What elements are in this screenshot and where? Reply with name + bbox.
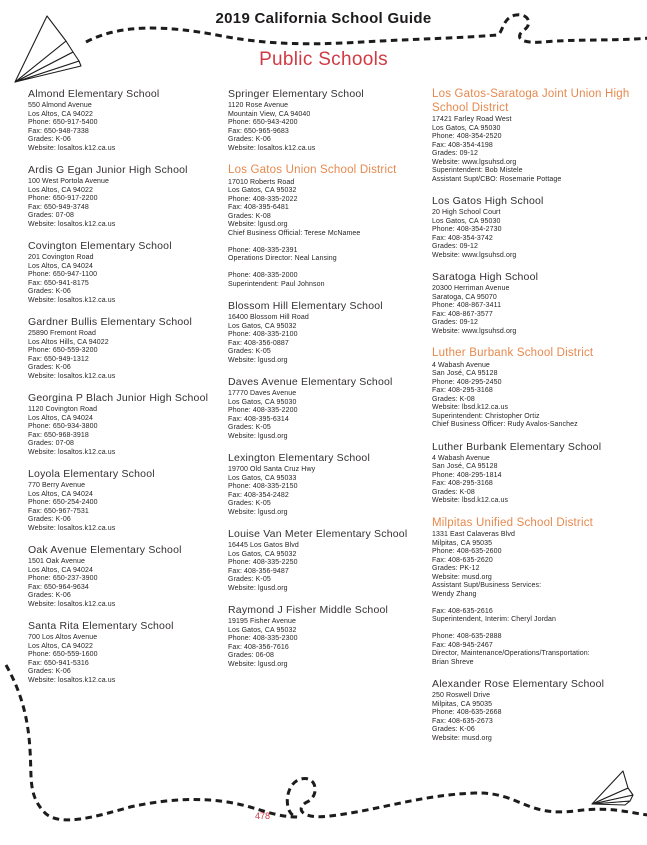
detail-line: Brian Shreve (432, 658, 474, 666)
district-entry (432, 88, 644, 184)
detail-line: Fax: 408-356-9487 (228, 567, 289, 575)
school-name: Luther Burbank Elementary School (432, 440, 602, 453)
detail-line: Los Altos Hills, CA 94022 (28, 338, 109, 346)
detail-line: Grades: K-05 (228, 576, 271, 583)
school-entry (28, 392, 216, 457)
detail-line: 1120 Covington Road (28, 406, 98, 413)
school-name: Los Gatos High School (432, 195, 544, 207)
detail-line: Grades: K-06 (28, 668, 71, 675)
detail-line: Fax: 408-395-6314 (228, 415, 289, 423)
detail-line: 1120 Rose Avenue (228, 102, 289, 109)
school-entry (432, 271, 644, 336)
school-entry (432, 678, 644, 743)
column-2 (228, 88, 424, 680)
detail-line: Phone: 408-335-2250 (228, 559, 298, 566)
detail-line: Website: www.lgsuhsd.org (432, 327, 517, 335)
detail-line: Website: losaltos.k12.ca.us (28, 220, 116, 228)
detail-line: 770 Berry Avenue (28, 482, 86, 489)
detail-line: 20300 Herriman Avenue (432, 285, 510, 292)
detail-line: Los Gatos, CA 95032 (228, 187, 297, 194)
school-name: Loyola Elementary School (28, 468, 155, 480)
detail-line: Website: losaltos.k12.ca.us (228, 144, 316, 152)
detail-line: Fax: 650-949-3748 (28, 203, 89, 211)
detail-line: Grades: 09-12 (432, 150, 479, 157)
detail-line: Website: musd.org (432, 734, 492, 742)
detail-line: Grades: K-06 (28, 516, 71, 523)
page-number: 478 (254, 811, 271, 821)
detail-line: Grades: 09-12 (432, 243, 479, 250)
detail-line: Phone: 650-254-2400 (28, 499, 98, 506)
school-entry (228, 604, 424, 669)
detail-line: Fax: 408-354-4198 (432, 141, 493, 149)
detail-line: Phone: 650-237-3900 (28, 575, 98, 582)
detail-line: Operations Director: Neal Lansing (228, 255, 337, 262)
detail-line: Los Altos, CA 94024 (28, 490, 93, 498)
detail-line: Grades: K-06 (28, 364, 71, 371)
detail-line: 20 High School Court (432, 209, 501, 216)
detail-line: Phone: 408-335-2200 (228, 407, 298, 414)
district-name: Milpitas Unified School District (432, 516, 594, 529)
school-entry (228, 300, 424, 365)
district-name: Los Gatos-Saratoga Joint Union High School District (432, 88, 630, 114)
detail-line: Grades: K-06 (28, 136, 71, 143)
detail-line: Fax: 408-395-6481 (228, 204, 289, 211)
detail-line: Fax: 650-941-8175 (28, 279, 89, 287)
detail-line: Milpitas, CA 95035 (432, 700, 493, 708)
detail-line: Phone: 650-943-4200 (228, 119, 298, 126)
detail-line: San José, CA 95128 (432, 370, 498, 377)
detail-line: Phone: 408-635-2600 (432, 548, 502, 555)
detail-line: Grades: 09-12 (432, 319, 479, 326)
detail-line: Wendy Zhang (432, 590, 477, 598)
detail-line: Phone: 408-354-2730 (432, 226, 502, 233)
detail-line: Fax: 650-967-7531 (28, 507, 89, 515)
detail-line: Superintendent: Bob Mistele (432, 167, 523, 174)
detail-line: Assistant Supt/CBO: Rosemarie Pottage (432, 175, 562, 183)
school-name: Ardis G Egan Junior High School (28, 164, 188, 176)
school-name: Georgina P Blach Junior High School (28, 392, 209, 404)
detail-line: Phone: 408-335-2150 (228, 483, 298, 490)
detail-line: Website: lgusd.org (228, 660, 288, 668)
school-name: Lexington Elementary School (228, 452, 370, 464)
school-entry (432, 195, 644, 260)
detail-line: Director, Maintenance/Operations/Transportation: (432, 650, 590, 657)
detail-line: Fax: 650-968-3918 (28, 431, 89, 439)
detail-line: Los Altos, CA 94022 (28, 186, 93, 194)
detail-line: Grades: PK-12 (432, 565, 480, 572)
detail-line: 19700 Old Santa Cruz Hwy (228, 466, 316, 473)
detail-line: Fax: 408-356-0887 (228, 339, 289, 347)
detail-line: Los Gatos, CA 95030 (432, 217, 501, 225)
detail-line: Website: lgusd.org (228, 584, 288, 592)
detail-line: Los Gatos, CA 95030 (432, 124, 501, 132)
school-entry (228, 376, 424, 441)
school-name: Gardner Bullis Elementary School (28, 316, 192, 328)
district-name: Los Gatos Union School District (228, 164, 397, 176)
detail-line: Website: lbsd.k12.ca.us (432, 404, 509, 411)
detail-line: Fax: 650-949-1312 (28, 355, 89, 363)
detail-line: Phone: 408-335-2000 (228, 272, 298, 279)
detail-line: Grades: K-05 (228, 500, 271, 507)
detail-line: 100 West Portola Avenue (28, 178, 110, 185)
detail-line: Los Gatos, CA 95032 (228, 626, 297, 634)
detail-line: Grades: K-06 (28, 288, 71, 295)
detail-line: Superintendent: Paul Johnson (228, 280, 325, 288)
detail-line: Website: losaltos.k12.ca.us (28, 676, 116, 684)
detail-line: Website: losaltos.k12.ca.us (28, 144, 116, 152)
detail-line: 1331 East Calaveras Blvd (432, 531, 515, 538)
detail-line: Saratoga, CA 95070 (432, 293, 497, 301)
detail-line: 19195 Fisher Avenue (228, 618, 296, 625)
school-name: Blossom Hill Elementary School (228, 300, 383, 312)
detail-line: Grades: K-08 (432, 488, 475, 496)
school-name: Daves Avenue Elementary School (228, 376, 393, 388)
school-name: Louise Van Meter Elementary School (228, 528, 408, 540)
school-entry (28, 316, 216, 381)
detail-line: Los Altos, CA 94024 (28, 262, 93, 270)
detail-line: Website: losaltos.k12.ca.us (28, 296, 116, 304)
detail-line: Los Gatos, CA 95033 (228, 474, 297, 482)
detail-line: Fax: 408-295-3168 (432, 480, 493, 487)
school-entry (28, 88, 216, 153)
detail-line: Superintendent, Interim: Cheryl Jordan (432, 616, 557, 623)
blank-line (228, 264, 424, 273)
school-name: Springer Elementary School (228, 88, 364, 100)
detail-line: Website: lgusd.org (228, 508, 288, 516)
detail-line: Fax: 650-948-7338 (28, 127, 89, 135)
section-title: Public Schools (259, 49, 388, 70)
detail-line: Fax: 650-941-5316 (28, 659, 89, 667)
detail-line: Phone: 650-559-1600 (28, 651, 98, 658)
school-name: Almond Elementary School (28, 88, 160, 100)
detail-line: Fax: 650-965-9683 (228, 127, 289, 135)
school-entry (28, 620, 216, 685)
school-name: Raymond J Fisher Middle School (228, 604, 389, 616)
detail-line: Website: losaltos.k12.ca.us (28, 524, 116, 532)
detail-line: Website: losaltos.k12.ca.us (28, 372, 116, 380)
detail-line: Grades: K-06 (28, 592, 71, 599)
detail-line: Fax: 408-945-2467 (432, 641, 493, 649)
detail-line: Website: lbsd.k12.ca.us (432, 497, 509, 504)
detail-line: Fax: 408-635-2673 (432, 717, 493, 725)
detail-line: Fax: 408-354-2482 (228, 491, 289, 499)
detail-line: 16400 Blossom Hill Road (228, 314, 309, 321)
column-3 (432, 88, 644, 754)
detail-line: Fax: 650-964-9634 (28, 583, 89, 591)
detail-line: Phone: 408-295-2450 (432, 378, 502, 386)
detail-line: Phone: 408-335-2391 (228, 246, 298, 254)
school-name: Oak Avenue Elementary School (28, 544, 182, 556)
detail-line: Phone: 408-335-2100 (228, 331, 298, 338)
detail-line: Los Altos, CA 94022 (28, 642, 93, 650)
detail-line: Phone: 408-335-2300 (228, 635, 298, 642)
detail-line: Phone: 650-947-1100 (28, 271, 98, 278)
detail-line: 550 Almond Avenue (28, 102, 92, 109)
school-entry (28, 240, 216, 305)
detail-line: Grades: K-08 (432, 395, 475, 403)
school-entry (432, 441, 644, 506)
school-name: Saratoga High School (432, 271, 539, 283)
detail-line: Website: lgusd.org (228, 221, 288, 228)
detail-line: Phone: 408-635-2668 (432, 709, 502, 716)
detail-line: 4 Wabash Avenue (432, 454, 490, 462)
detail-line: 201 Covington Road (28, 254, 94, 261)
detail-line: Fax: 408-635-2616 (432, 607, 493, 615)
detail-line: Fax: 408-295-3168 (432, 387, 493, 394)
district-name: Luther Burbank School District (432, 347, 594, 359)
detail-line: Fax: 408-867-3577 (432, 310, 493, 318)
school-entry (228, 88, 424, 153)
school-name: Covington Elementary School (28, 240, 172, 252)
detail-line: Fax: 408-635-2620 (432, 556, 493, 564)
school-entry (28, 164, 216, 229)
detail-line: 4 Wabash Avenue (432, 361, 490, 369)
detail-line: Phone: 408-335-2022 (228, 195, 298, 203)
school-entry (28, 544, 216, 609)
detail-line: Website: losaltos.k12.ca.us (28, 600, 116, 608)
paper-airplane-icon (592, 771, 633, 805)
blank-line (228, 238, 424, 247)
detail-line: Website: lgusd.org (228, 356, 288, 364)
detail-line: Phone: 408-635-2888 (432, 633, 502, 640)
district-entry (228, 164, 424, 289)
detail-line: Fax: 408-356-7616 (228, 643, 289, 651)
detail-line: Los Altos, CA 94022 (28, 110, 93, 118)
school-name: Santa Rita Elementary School (28, 620, 174, 632)
detail-line: San José, CA 95128 (432, 463, 498, 470)
detail-line: 17421 Farley Road West (432, 116, 512, 123)
detail-line: Grades: 07-08 (28, 212, 75, 219)
detail-line: 700 Los Altos Avenue (28, 634, 98, 641)
detail-line: Grades: K-05 (228, 424, 271, 431)
detail-line: 1501 Oak Avenue (28, 558, 86, 565)
detail-line: Los Altos, CA 94024 (28, 414, 93, 422)
detail-line: Phone: 408-354-2520 (432, 133, 502, 140)
detail-line: Website: www.lgsuhsd.org (432, 251, 517, 259)
detail-line: 250 Roswell Drive (432, 692, 491, 699)
school-entry (28, 468, 216, 533)
detail-line: Website: musd.org (432, 573, 492, 581)
detail-line: Chief Business Official: Terese McNamee (228, 229, 361, 237)
detail-line: Phone: 650-559-3200 (28, 347, 98, 354)
detail-line: Website: lgusd.org (228, 432, 288, 440)
detail-line: Grades: K-05 (228, 348, 271, 355)
school-entry (228, 452, 424, 517)
detail-line: Phone: 650-934-3800 (28, 423, 98, 430)
column-1 (28, 88, 216, 696)
blank-line (432, 625, 644, 634)
district-entry (432, 347, 644, 430)
blank-line (432, 599, 644, 608)
detail-line: Los Gatos, CA 95032 (228, 550, 297, 558)
detail-line: Grades: 07-08 (28, 440, 75, 447)
detail-line: Grades: 06-08 (228, 652, 275, 659)
detail-line: Phone: 650-917-5400 (28, 119, 98, 126)
detail-line: 17770 Daves Avenue (228, 390, 297, 397)
detail-line: Milpitas, CA 95035 (432, 539, 493, 547)
detail-line: Grades: K-06 (432, 726, 475, 733)
detail-line: Los Gatos, CA 95032 (228, 322, 297, 330)
guide-title: 2019 California School Guide (215, 10, 432, 27)
detail-line: Assistant Supt/Business Services: (432, 582, 542, 589)
detail-line: Chief Business Officer: Rudy Avalos-Sanchez (432, 421, 578, 428)
detail-line: Phone: 408-867-3411 (432, 302, 502, 309)
detail-line: Grades: K-06 (228, 136, 271, 143)
detail-line: 16445 Los Gatos Blvd (228, 542, 299, 549)
detail-line: Website: www.lgsuhsd.org (432, 158, 517, 166)
detail-line: Phone: 650-917-2200 (28, 195, 98, 202)
detail-line: Mountain View, CA 94040 (228, 110, 311, 118)
detail-line: Phone: 408-295-1814 (432, 471, 502, 479)
school-name: Alexander Rose Elementary School (432, 678, 605, 690)
school-entry (228, 528, 424, 593)
detail-line: 25890 Fremont Road (28, 330, 96, 337)
detail-line: Fax: 408-354-3742 (432, 234, 493, 242)
detail-line: Website: losaltos.k12.ca.us (28, 448, 116, 456)
detail-line: Los Altos, CA 94024 (28, 566, 93, 574)
detail-line: Los Gatos, CA 95030 (228, 398, 297, 406)
district-entry (432, 517, 644, 668)
detail-line: Grades: K-08 (228, 212, 271, 220)
detail-line: Superintendent: Christopher Ortiz (432, 412, 540, 420)
detail-line: 17010 Roberts Road (228, 178, 295, 186)
